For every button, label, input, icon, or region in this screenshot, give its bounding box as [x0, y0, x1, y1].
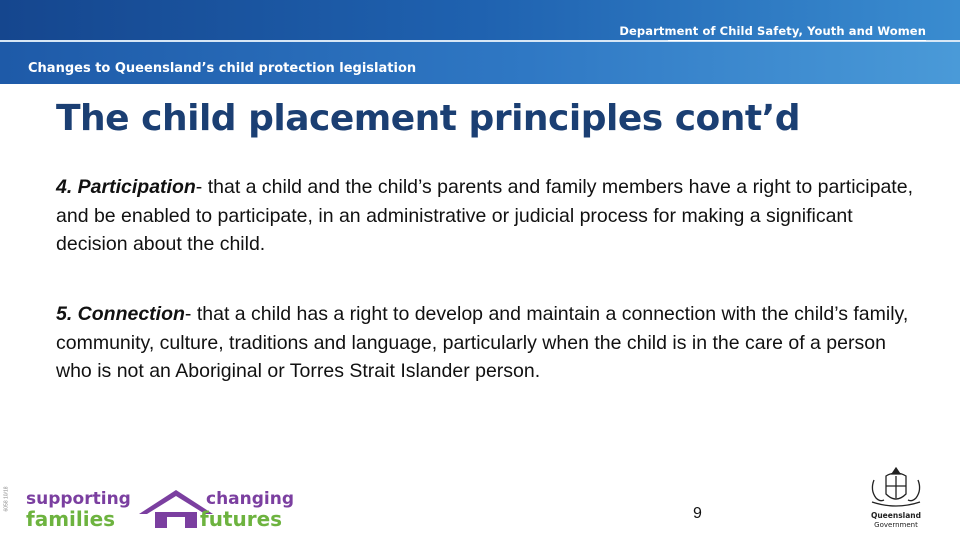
queensland-government-logo [862, 462, 930, 532]
page-number: 9 [693, 505, 702, 522]
logo-word-families: families [26, 507, 116, 531]
logo-word-changing: changing [206, 489, 295, 509]
logo-word-government: Government [874, 521, 918, 529]
principle-lead: 5. Connection [56, 303, 185, 325]
supporting-families-logo [24, 484, 304, 532]
principle-lead: 4. Participation [56, 176, 196, 198]
principle-participation [56, 173, 916, 259]
logo-word-queensland: Queensland [870, 511, 922, 520]
principle-text: - that a child and the child’s parents and family members have a right to participate, and be enabled to participate, in an administrative or judicial process for making a significant decision about the child. [56, 176, 913, 255]
principle-text: - that a child has a right to develop and maintain a connection with the child’s family, community, culture, traditions and language, particularly when the child is in the care of a person who is not an Aboriginal or Torres Strait Islander person. [56, 303, 909, 382]
logo-word-supporting: supporting [26, 489, 131, 509]
logo-word-futures: futures [200, 507, 283, 531]
slide-title: The child placement principles cont’d [56, 98, 801, 139]
principle-connection [56, 300, 916, 386]
document-code: 6058 10/18 [3, 486, 10, 512]
header-banner [0, 0, 960, 84]
presentation-subtitle: Changes to Queensland’s child protection legislation [28, 61, 417, 76]
department-name: Department of Child Safety, Youth and Women [619, 24, 926, 38]
department-underline [668, 40, 926, 41]
coat-of-arms-icon [872, 468, 920, 506]
